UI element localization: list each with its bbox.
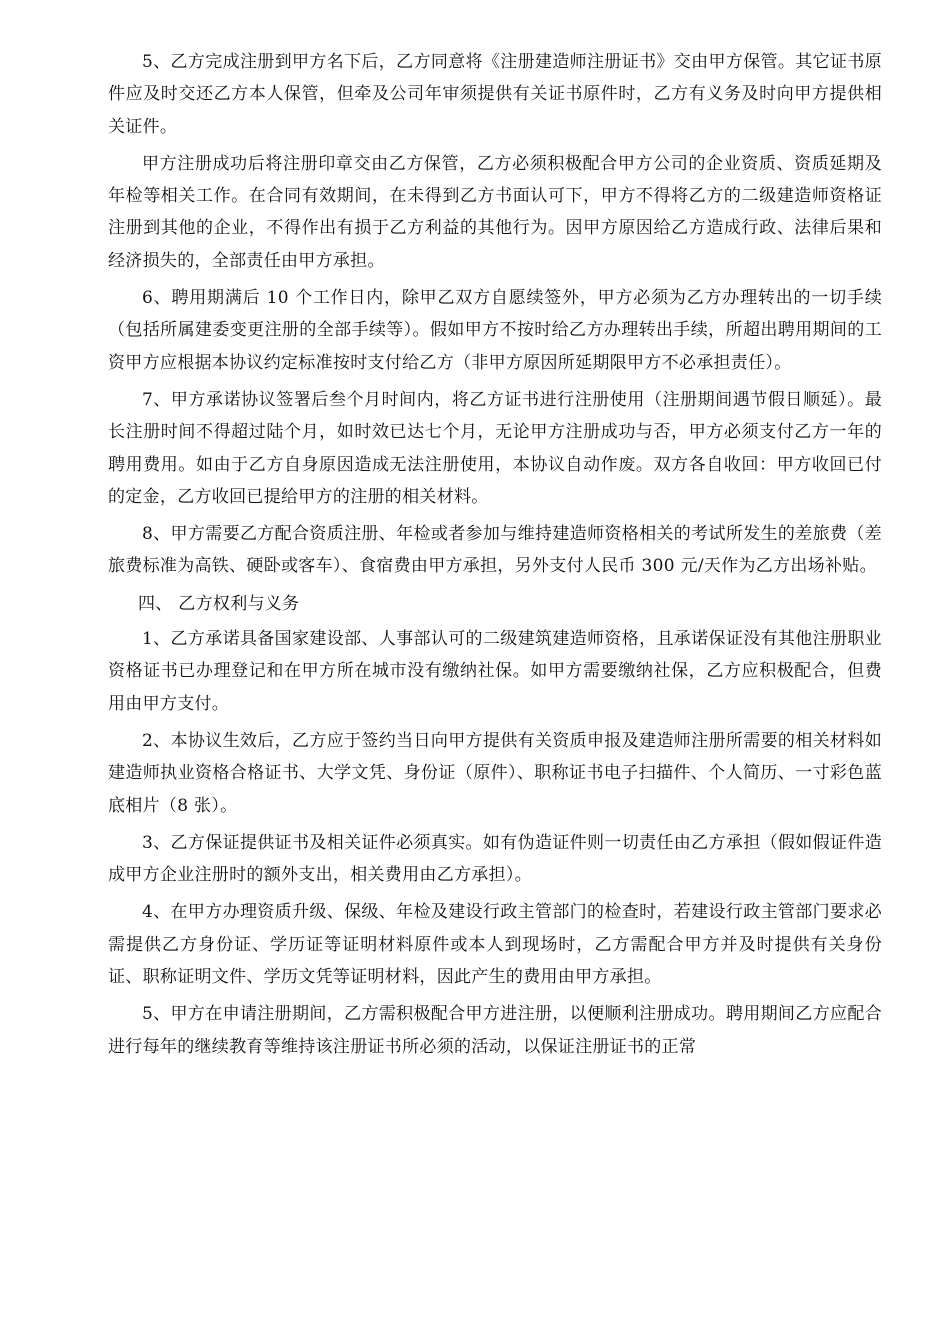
- document-page: [108, 46, 882, 1068]
- clause-4-2: 2、本协议生效后，乙方应于签约当日向甲方提供有关资质申报及建造师注册所需要的相关材料如建造师执业资格合格证书、大学文凭、身份证（原件）、职称证书电子扫描件、个人简历、一寸彩色蓝底相片（8 张）。: [108, 730, 882, 816]
- clause-3-5-continued: 甲方注册成功后将注册印章交由乙方保管，乙方必须积极配合甲方公司的企业资质、资质延期及年检等相关工作。在合同有效期间，在未得到乙方书面认可下，甲方不得将乙方的二级建造师资格证注册到其他的企业，不得作出有损于乙方利益的其他行为。因甲方原因给乙方造成行政、法律后果和经济损失的，全部责任由甲方承担。: [108, 153, 882, 271]
- section-heading-party-b-rights: 四、 乙方权利与义务: [138, 593, 300, 614]
- clause-3-5: 5、乙方完成注册到甲方名下后，乙方同意将《注册建造师注册证书》交由甲方保管。其它证书原件应及时交还乙方本人保管，但牵及公司年审须提供有关证书原件时，乙方有义务及时向甲方提供相关证件。: [108, 52, 882, 137]
- clause-4-3: 3、乙方保证提供证书及相关证件必须真实。如有伪造证件则一切责任由乙方承担（假如假证件造成甲方企业注册时的额外支出，相关费用由乙方承担）。: [108, 832, 882, 886]
- clause-3-8: 8、甲方需要乙方配合资质注册、年检或者参加与维持建造师资格相关的考试所发生的差旅费（差旅费标准为高铁、硬卧或客车）、食宿费由甲方承担，另外支付人民币 300 元/天作为乙方出场补贴。: [108, 524, 882, 577]
- clause-3-7: 7、甲方承诺协议签署后叁个月时间内，将乙方证书进行注册使用（注册期间遇节假日顺延）。最长注册时间不得超过陆个月，如时效已达七个月，无论甲方注册成功与否，甲方必须支付乙方一年的聘用费用。如由于乙方自身原因造成无法注册使用，本协议自动作废。双方各自收回：甲方收回已付的定金，乙方收回已提给甲方的注册的相关材料。: [108, 389, 882, 507]
- clause-4-1: 1、乙方承诺具备国家建设部、人事部认可的二级建筑建造师资格，且承诺保证没有其他注册职业资格证书已办理登记和在甲方所在城市没有缴纳社保。如甲方需要缴纳社保，乙方应积极配合，但费用由甲方支付。: [108, 629, 882, 714]
- clause-4-4: 4、在甲方办理资质升级、保级、年检及建设行政主管部门的检查时，若建设行政主管部门要求必需提供乙方身份证、学历证等证明材料原件或本人到现场时，乙方需配合甲方并及时提供有关身份证、职称证明文件、学历文凭等证明材料，因此产生的费用由甲方承担。: [108, 902, 882, 988]
- clause-4-5: 5、甲方在申请注册期间，乙方需积极配合甲方进注册，以便顺利注册成功。聘用期间乙方应配合进行每年的继续教育等维持该注册证书所必须的活动，以保证注册证书的正常: [108, 1004, 882, 1057]
- clause-3-6: 6、聘用期满后 10 个工作日内，除甲乙双方自愿续签外，甲方必须为乙方办理转出的一切手续（包括所属建委变更注册的全部手续等）。假如甲方不按时给乙方办理转出手续，所超出聘用期间的工资甲方应根据本协议约定标准按时支付给乙方（非甲方原因所延期限甲方不必承担责任）。: [108, 288, 882, 373]
